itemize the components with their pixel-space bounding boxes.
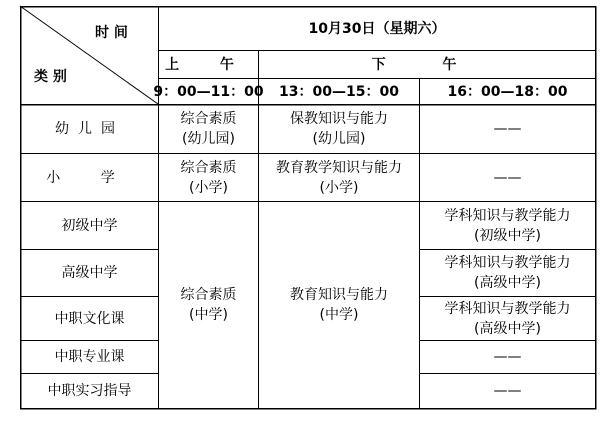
category-vocational-specialty: 中职专业课 [54, 349, 125, 365]
afternoon-header: 下 午 [371, 56, 483, 73]
category-primary: 小 学 [46, 169, 133, 186]
subject-cell: 学科知识与教学能力 (高级中学) [444, 255, 571, 291]
subject-cell: 学科知识与教学能力 (初级中学) [444, 207, 571, 244]
morning-header: 上 午 [165, 56, 252, 73]
subject-cell-empty: —— [493, 121, 522, 137]
category-kindergarten: 幼儿园 [55, 121, 124, 137]
category-senior-high: 高级中学 [61, 265, 118, 281]
subject-cell-empty: —— [493, 383, 522, 399]
category-vocational-culture: 中职文化课 [54, 310, 125, 327]
subject-cell-merged: 教育知识与能力 (中学) [290, 287, 388, 323]
category-junior-middle: 初级中学 [61, 217, 118, 234]
date-header: 10月30日（星期六） [308, 20, 446, 37]
time-slot-3: 16：00—18：00 [447, 83, 568, 100]
subject-cell: 教育教学知识与能力 (小学) [276, 159, 402, 196]
subject-cell-empty: —— [493, 349, 522, 365]
subject-cell: 保教知识与能力 (幼儿园) [290, 111, 388, 147]
header-time-label: 时 间 [95, 25, 128, 41]
subject-cell-empty: —— [493, 169, 522, 186]
category-vocational-practice: 中职实习指导 [47, 383, 132, 399]
subject-cell: 学科知识与教学能力 (高级中学) [444, 300, 571, 337]
subject-cell: 综合素质 (幼儿园) [180, 111, 237, 147]
subject-cell: 综合素质 (小学) [180, 159, 237, 196]
time-slot-1: 9：00—11：00 [153, 83, 264, 100]
time-slot-2: 13：00—15：00 [279, 83, 399, 100]
header-category-label: 类 别 [34, 69, 67, 85]
subject-cell-merged: 综合素质 (中学) [180, 287, 237, 323]
